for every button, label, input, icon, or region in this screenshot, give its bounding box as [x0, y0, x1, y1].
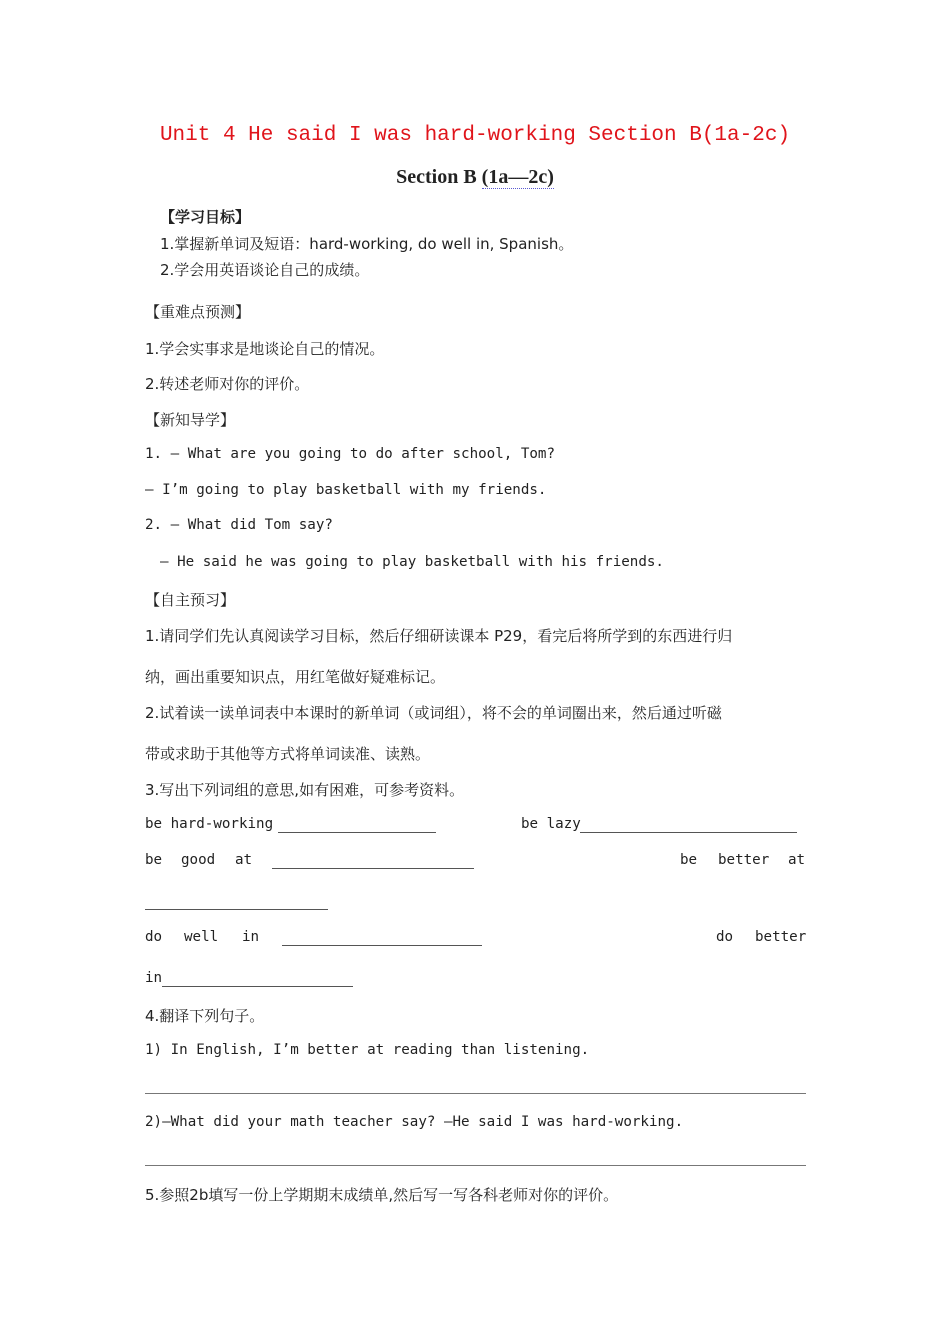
answer-blank[interactable] — [278, 832, 436, 833]
subtitle-prefix: Section B — [396, 166, 482, 188]
phrase-word-do: do — [145, 929, 163, 945]
dialogue-line-3: 2. — What did Tom say? — [145, 517, 333, 533]
answer-blank[interactable] — [162, 986, 353, 987]
key-point-1: 1.学会实事求是地谈论自己的情况。 — [145, 340, 385, 358]
subtitle-range: (1a—2c) — [481, 166, 554, 188]
phrase-word-better: better — [718, 852, 770, 868]
phrase-word-in-2: in — [145, 970, 163, 986]
phrase-word-be-2: be — [680, 852, 698, 868]
phrase-be-lazy: be lazy — [521, 816, 581, 832]
dialogue-line-1: 1. — What are you going to do after school, Tom? — [145, 446, 555, 462]
phrase-word-do-2: do — [716, 929, 734, 945]
phrase-word-at-2: at — [788, 852, 806, 868]
guide-heading: 【新知导学】 — [145, 411, 236, 429]
phrase-word-at: at — [235, 852, 253, 868]
preview-step-1b: 纳，画出重要知识点，用红笔做好疑难标记。 — [145, 668, 446, 686]
phrase-word-well: well — [184, 929, 219, 945]
translation-answer-line[interactable] — [145, 1165, 806, 1166]
preview-step-3: 3.写出下列词组的意思,如有困难，可参考资料。 — [145, 781, 465, 799]
dialogue-line-2: — I’m going to play basketball with my friends. — [145, 482, 547, 498]
phrase-word-better-2: better — [755, 929, 807, 945]
key-point-2: 2.转述老师对你的评价。 — [145, 375, 310, 393]
phrase-word-good: good — [181, 852, 216, 868]
phrase-word-be: be — [145, 852, 163, 868]
preview-heading: 【自主预习】 — [145, 591, 236, 609]
dialogue-line-4: — He said he was going to play basketball with his friends. — [160, 554, 664, 570]
answer-blank[interactable] — [282, 945, 482, 946]
answer-blank[interactable] — [272, 868, 474, 869]
answer-blank[interactable] — [580, 832, 797, 833]
key-points-heading: 【重难点预测】 — [145, 303, 251, 321]
translation-answer-line[interactable] — [145, 1093, 806, 1094]
preview-step-5: 5.参照2b填写一份上学期期末成绩单,然后写一写各科老师对你的评价。 — [145, 1186, 619, 1204]
section-subtitle — [0, 166, 950, 189]
goal-item-1: 1.掌握新单词及短语：hard-working, do well in, Spanish。 — [160, 235, 574, 253]
preview-step-2b: 带或求助于其他等方式将单词读准、读熟。 — [145, 745, 431, 763]
preview-step-2a: 2.试着读一读单词表中本课时的新单词（或词组），将不会的单词圈出来，然后通过听磁 — [145, 704, 722, 722]
preview-step-4: 4.翻译下列句子。 — [145, 1007, 265, 1025]
page-title: Unit 4 He said I was hard-working Section B(1a-2c) — [159, 124, 791, 147]
translate-sentence-1: 1) In English, I’m better at reading than listening. — [145, 1042, 590, 1058]
preview-step-1a: 1.请同学们先认真阅读学习目标，然后仔细研读课本 P29，看完后将所学到的东西进行归 — [145, 627, 733, 645]
answer-blank[interactable] — [145, 909, 328, 910]
goal-item-2: 2.学会用英语谈论自己的成绩。 — [160, 261, 370, 279]
phrase-word-in: in — [242, 929, 260, 945]
translate-sentence-2: 2)—What did your math teacher say? —He said I was hard-working. — [145, 1114, 684, 1130]
phrase-be-hard-working: be hard-working — [145, 816, 274, 832]
goals-heading: 【学习目标】 — [160, 208, 251, 226]
